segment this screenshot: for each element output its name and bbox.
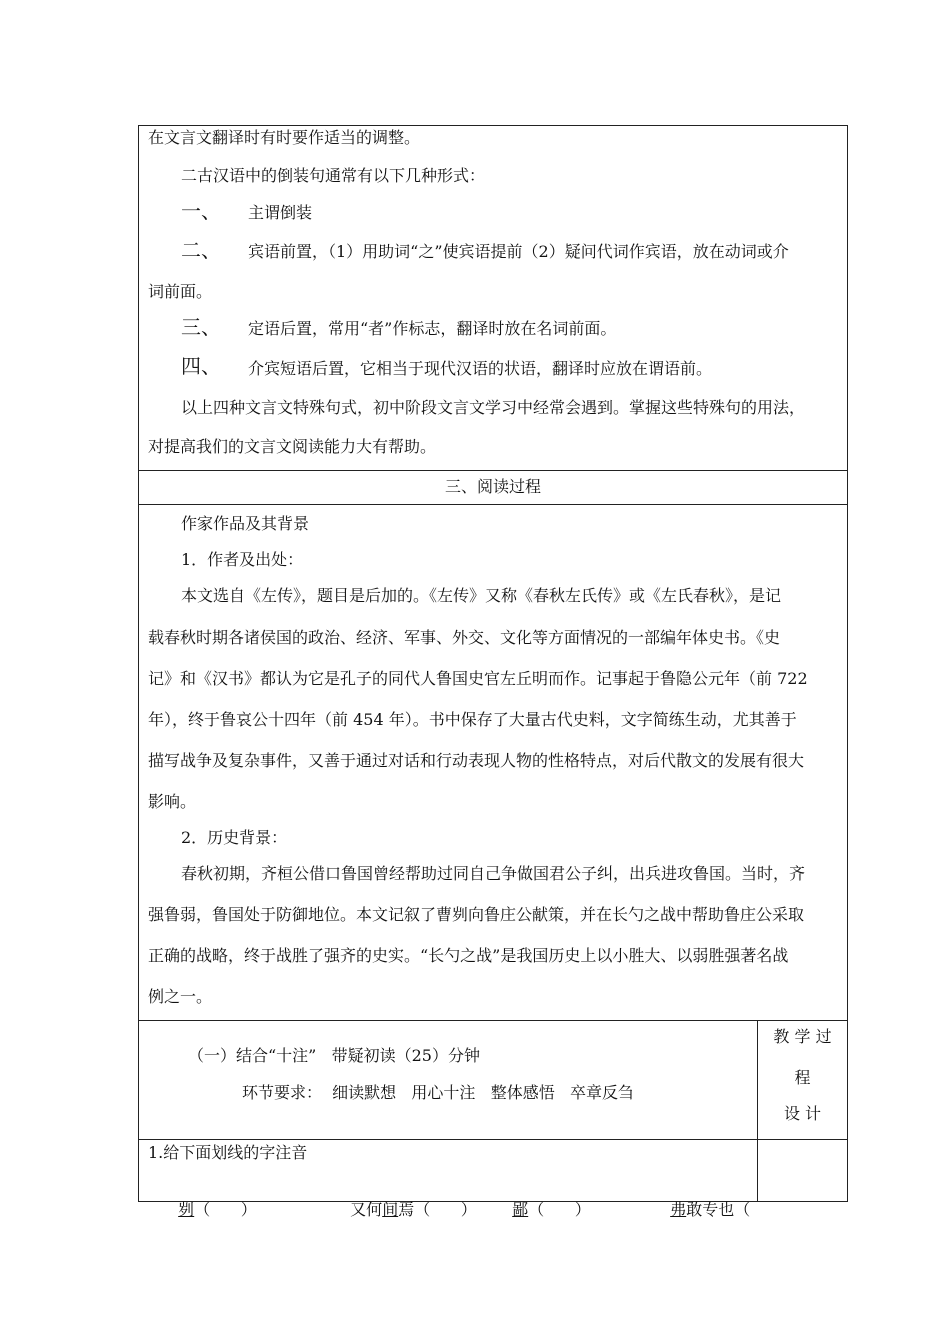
author-paragraph-line: 影响。 xyxy=(148,792,197,811)
reading-section-title: 三、阅读过程 xyxy=(444,477,541,496)
history-paragraph-line: 春秋初期，齐桓公借口鲁国曾经帮助过同自己争做国君公子纠，出兵进攻鲁国。当时，齐 xyxy=(181,864,806,883)
task-title: （一）结合“十注” 带疑初读（25）分钟 xyxy=(188,1046,480,1065)
history-paragraph-line: 正确的战略，终于战胜了强齐的史实。“长勺之战”是我国历史上以小胜大、以弱胜强著名战 xyxy=(148,946,789,965)
phonetic-item xyxy=(168,1180,257,1220)
author-paragraph-line: 描写战争及复杂事件，又善于通过对话和行动表现人物的性格特点，对后代散文的发展有很大 xyxy=(148,751,805,770)
author-paragraph-line: 记》和《汉书》都认为它是孔子的同代人鲁国史官左丘明而作。记事起于鲁隐公元年（前 722 xyxy=(148,669,808,688)
item-2-number: 二、 xyxy=(181,238,221,262)
underlined-char: 弗 xyxy=(670,1200,687,1219)
author-source-subheading: 1．作者及出处： xyxy=(181,550,304,569)
row-divider xyxy=(138,504,848,505)
exercise-question-1: 1.给下面划线的字注音 xyxy=(148,1143,308,1162)
item-2-text: 宾语前置，（1）用助词“之”使宾语提前（2）疑问代词作宾语，放在动词或介 xyxy=(248,242,789,261)
answer-blank[interactable]: （ ） xyxy=(414,1200,477,1219)
item-4-number: 四、 xyxy=(181,354,221,378)
author-paragraph-line: 年），终于鲁哀公十四年（前 454 年）。书中保存了大量古代史料，文字简练生动，尤其善于 xyxy=(148,710,797,729)
item-2-continuation: 词前面。 xyxy=(148,282,213,301)
item-1-number: 一、 xyxy=(181,199,221,223)
intro-line-2: 二古汉语中的倒装句通常有以下几种形式： xyxy=(181,166,486,185)
side-label-line-2: 程 xyxy=(794,1068,811,1087)
answer-blank[interactable]: （ ） xyxy=(528,1200,591,1219)
row-divider xyxy=(138,1020,848,1021)
history-subheading: 2．历史背景： xyxy=(181,828,288,847)
phonetic-item xyxy=(340,1180,477,1220)
item-1-text: 主谓倒装 xyxy=(248,203,313,222)
author-paragraph-line: 载春秋时期各诸侯国的政治、经济、军事、外交、文化等方面情况的一部编年体史书。《史 xyxy=(148,628,781,647)
context-text: 又何 xyxy=(350,1200,383,1219)
underlined-char: 间 xyxy=(382,1200,399,1219)
context-text: 敢专也 xyxy=(686,1200,735,1219)
context-text: 焉 xyxy=(398,1200,415,1219)
item-4-text: 介宾短语后置，它相当于现代汉语的状语，翻译时应放在谓语前。 xyxy=(248,359,713,378)
task-requirements: 环节要求： 细读默想 用心十注 整体感悟 卒章反刍 xyxy=(242,1083,634,1102)
author-paragraph-line: 本文选自《左传》，题目是后加的。《左传》又称《春秋左氏传》或《左氏春秋》，是记 xyxy=(181,586,782,605)
phonetic-item xyxy=(660,1180,750,1220)
side-label-line-1: 教 学 过 xyxy=(773,1027,832,1046)
answer-blank[interactable]: （ xyxy=(734,1200,751,1219)
intro-line-1: 在文言文翻译时有时要作适当的调整。 xyxy=(148,128,421,147)
summary-line-1: 以上四种文言文特殊句式，初中阶段文言文学习中经常会遇到。掌握这些特殊句的用法， xyxy=(181,398,806,417)
answer-blank[interactable]: （ ） xyxy=(194,1200,257,1219)
item-3-number: 三、 xyxy=(181,315,221,339)
history-paragraph-line: 强鲁弱，鲁国处于防御地位。本文记叙了曹刿向鲁庄公献策，并在长勺之战中帮助鲁庄公采取 xyxy=(148,905,805,924)
author-background-heading: 作家作品及其背景 xyxy=(181,514,310,533)
row-divider xyxy=(138,1139,848,1140)
underlined-char: 刿 xyxy=(178,1200,195,1219)
history-paragraph-line: 例之一。 xyxy=(148,987,213,1006)
document-table xyxy=(138,125,848,1202)
side-label-line-3: 设 计 xyxy=(783,1104,822,1123)
summary-line-2: 对提高我们的文言文阅读能力大有帮助。 xyxy=(148,437,437,456)
row-divider xyxy=(138,470,848,471)
underlined-char: 鄙 xyxy=(512,1200,529,1219)
phonetic-item xyxy=(502,1180,591,1220)
item-3-text: 定语后置，常用“者”作标志，翻译时放在名词前面。 xyxy=(248,319,617,338)
